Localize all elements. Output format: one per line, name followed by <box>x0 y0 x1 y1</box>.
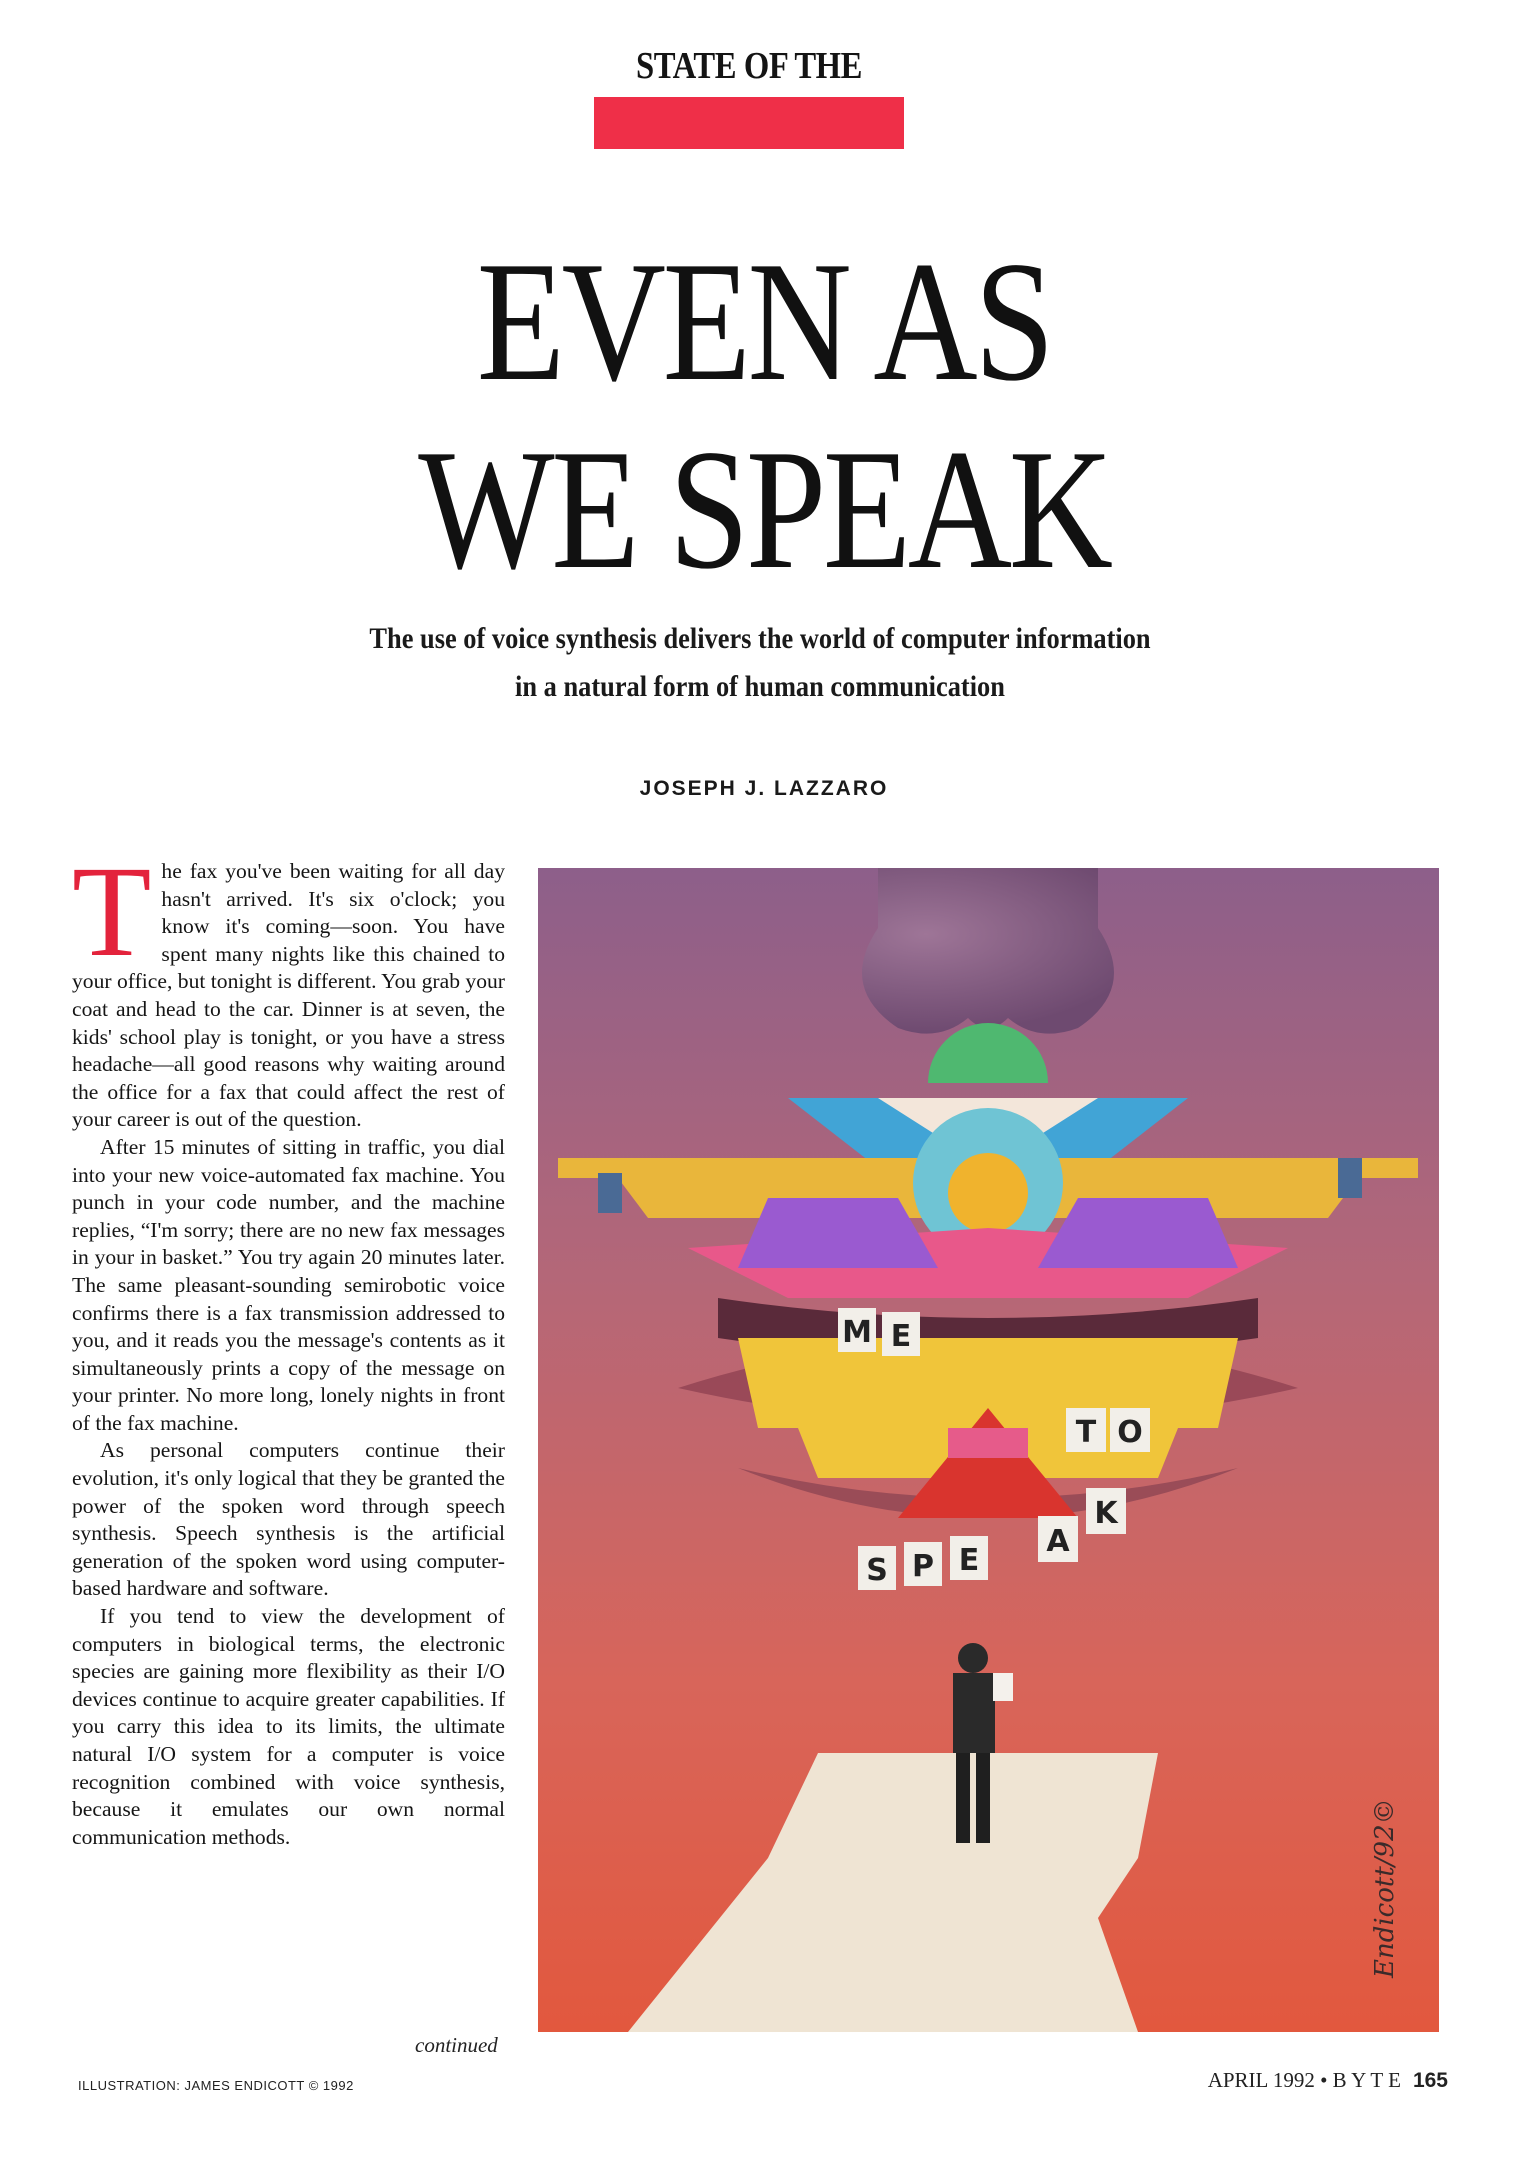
section-label: STATE OF THE <box>635 45 863 87</box>
headline-line-2: WE SPEAK <box>418 415 1110 605</box>
section-color-bar <box>594 97 904 149</box>
illustration-artwork <box>538 868 1439 2032</box>
tile-e-letter: E <box>890 1319 912 1354</box>
up-arrow-icon <box>1338 1158 1362 1198</box>
tile-o-letter: O <box>1117 1415 1143 1450</box>
page-folio <box>1208 2068 1448 2093</box>
byline: JOSEPH J. LAZZARO <box>639 777 889 800</box>
body-paragraph-3: As personal computers continue their evolution, it's only logical that they be granted the power of the spoken word through speech synthesis. Speech synthesis is the artificial generation of the spoken word using computer-based hardware and software. <box>72 1438 505 1601</box>
illustration-credit: ILLUSTRATION: JAMES ENDICOTT © 1992 <box>78 2078 354 2093</box>
body-paragraph-1: The fax you've been waiting for all day hasn't arrived. It's six o'clock; you know it's coming—soon. You have spent many nights like this chained to your office, but tonight is different. You grab your coat and head to the car. Dinner is at seven, the kids' school play is tonight, or you have a stress headache—all good reasons why waiting around the office for a fax that could affect the rest of your career is out of the question. <box>72 840 505 1132</box>
body-column <box>72 840 505 1851</box>
body-paragraph-4: If you tend to view the development of computers in biological terms, the electronic species are gaining more flexibility as their I/O devices continue to acquire greater capabilities. If you carry this idea to its limits, the ultimate natural I/O system for a computer is voice recognition combined with voice synthesis, because it emulates our own normal communication methods. <box>72 1604 505 1849</box>
artist-signature: Endicott/92© <box>1370 1798 1400 1978</box>
tile-a-letter: A <box>1046 1524 1070 1559</box>
deck-line-1: The use of voice synthesis delivers the world of computer information <box>369 622 1151 655</box>
page-number: 165 <box>1412 2069 1448 2092</box>
tile-e2-letter: E <box>958 1543 980 1578</box>
deck-line-2: in a natural form of human communication <box>515 670 1005 703</box>
tile-p-letter: P <box>912 1549 934 1584</box>
issue-label: APRIL 1992 • B Y T E <box>1207 2068 1401 2092</box>
tile-t-letter: T <box>1075 1415 1097 1450</box>
continued-label: continued <box>415 2033 498 2057</box>
headline-line-1: EVEN AS <box>476 227 1052 417</box>
down-arrow-icon <box>598 1173 622 1213</box>
tile-s-letter: S <box>866 1553 888 1588</box>
tile-m-letter: M <box>842 1315 872 1350</box>
body-paragraph-2: After 15 minutes of sitting in traffic, you dial into your new voice-automated fax machine. You punch in your code number, and the machine replies, “I'm sorry; there are no new fax messages in your in basket.” You try again 20 minutes later. The same pleasant-sounding semirobotic voice confirms there is a fax transmission addressed to you, and it reads you the message's contents as it simultaneously prints a copy of the message on your printer. No more long, lonely nights in front of the fax machine. <box>72 1134 505 1435</box>
tile-k-letter: K <box>1094 1496 1118 1531</box>
drop-cap: T <box>72 840 152 984</box>
pink-block <box>948 1428 1028 1458</box>
orange-sun <box>948 1153 1028 1233</box>
article-illustration <box>538 868 1439 2032</box>
